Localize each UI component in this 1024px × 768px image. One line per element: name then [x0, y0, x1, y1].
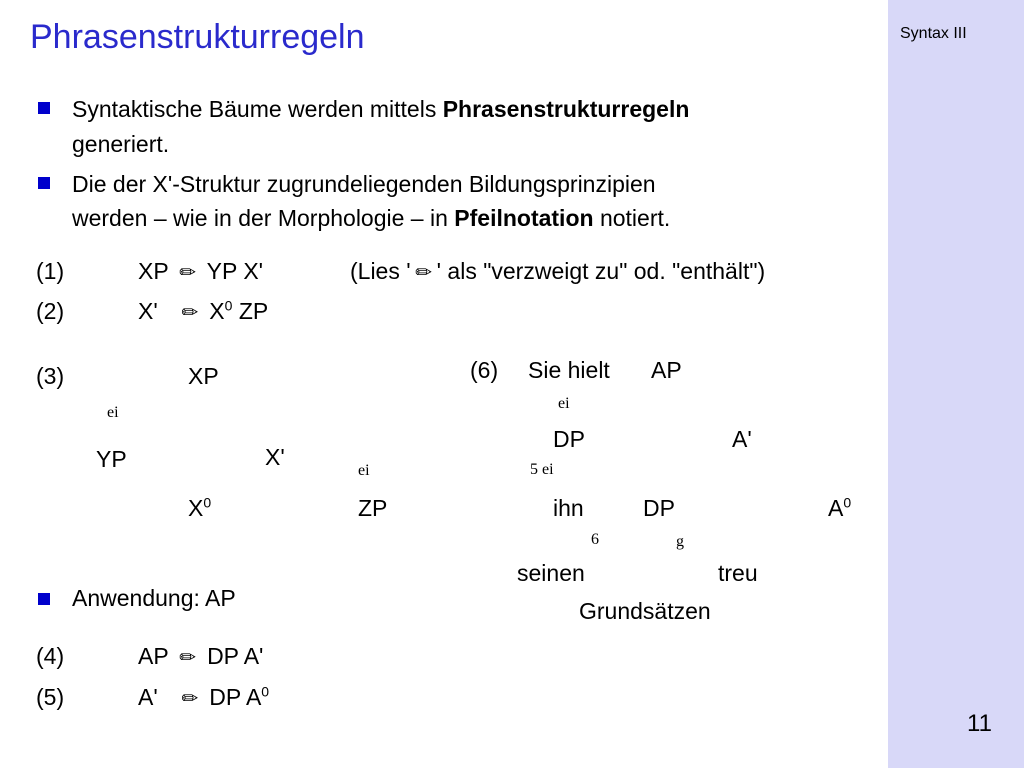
- tree-6-root: AP: [651, 357, 682, 383]
- arrow-icon: ✏: [179, 262, 197, 284]
- tree-6-a0: $A^0$: [828, 494, 852, 521]
- tree-6-ihn: ihn: [553, 495, 584, 521]
- tree-3-branch: ei: [107, 404, 119, 421]
- bullet-1-line-2: generiert.: [72, 131, 170, 157]
- rule-2-number: (2): [36, 298, 65, 324]
- tree-6-dp2: DP: [643, 495, 675, 521]
- rule-2: X' ✏ $X^0$ ZP: [138, 297, 268, 327]
- arrow-icon: ✏: [179, 647, 197, 669]
- tree-6-dp: DP: [553, 426, 585, 452]
- tree-6-branch: 5 ei: [530, 461, 554, 478]
- bullet-2-line-1: Die der X'-Struktur zugrundeliegenden Bildungsprinzipien: [72, 171, 656, 197]
- tree-3-number: (3): [36, 363, 65, 389]
- tree-3-zp: ZP: [358, 495, 388, 521]
- rule-4: AP ✏ DP A': [138, 642, 263, 672]
- tree-3-yp: YP: [96, 446, 127, 472]
- tree-6-branch: ei: [558, 395, 570, 412]
- tree-3-xbar: X': [265, 444, 285, 470]
- slide-title: Phrasenstrukturregeln: [30, 18, 365, 56]
- arrow-icon: ✏: [181, 688, 199, 710]
- rule-4-number: (4): [36, 643, 65, 669]
- rule-5-number: (5): [36, 684, 65, 710]
- tree-6-triangle: 6: [591, 531, 599, 548]
- tree-3-root: XP: [188, 363, 219, 389]
- tree-6-number: (6): [470, 357, 499, 383]
- arrow-icon: ✏: [415, 262, 433, 284]
- rule-5: A' ✏ DP $A^0$: [138, 683, 269, 713]
- rule-1-note: (Lies ' ✏ ' als "verzweigt zu" od. "enthält"): [350, 257, 765, 287]
- tree-6-treu: treu: [718, 560, 758, 586]
- bullet-icon: [38, 177, 50, 189]
- bullet-icon: [38, 102, 50, 114]
- tree-3-branch: ei: [358, 462, 370, 479]
- tree-6-sentence: Sie hielt: [528, 357, 610, 383]
- bullet-1-line-1: Syntaktische Bäume werden mittels Phrasenstrukturregeln: [72, 96, 690, 122]
- page-number: 11: [967, 710, 992, 737]
- application-label: Anwendung: AP: [72, 585, 236, 611]
- tree-3-x0: $X^0$: [188, 494, 212, 521]
- section-label: Syntax III: [900, 25, 967, 42]
- rule-1: XP ✏ YP X': [138, 257, 263, 287]
- tree-6-grundsaetzen: Grundsätzen: [579, 598, 711, 624]
- sidebar-panel: [888, 0, 1024, 768]
- arrow-icon: ✏: [181, 302, 199, 324]
- rule-1-number: (1): [36, 258, 65, 284]
- bullet-2-line-2: werden – wie in der Morphologie – in Pfeilnotation notiert.: [72, 205, 671, 231]
- tree-6-abar: A': [732, 426, 752, 452]
- tree-6-branch: g: [676, 533, 684, 550]
- bullet-icon: [38, 593, 50, 605]
- tree-6-seinen: seinen: [517, 560, 585, 586]
